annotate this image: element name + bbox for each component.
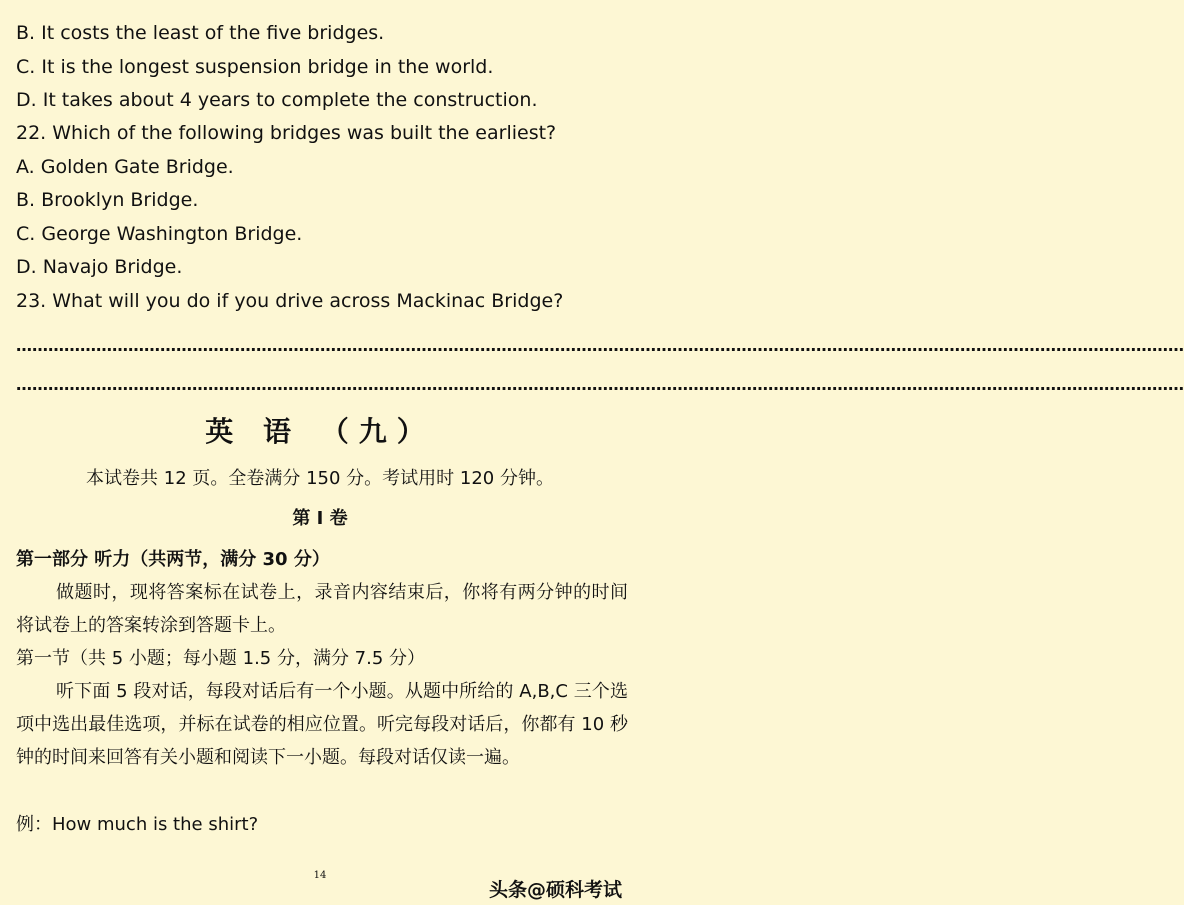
q22-option-c: C. George Washington Bridge. xyxy=(16,223,303,245)
q22-option-d: D. Navajo Bridge. xyxy=(16,256,183,278)
example-line: 例：How much is the shirt? xyxy=(16,814,259,835)
watermark: 头条@硕科考试 xyxy=(488,879,622,901)
subsection-instruction: 听下面 5 段对话，每段对话后有一个小题。从题中所给的 A,B,C 三个选项中选出最佳选项，并标在试卷的相应位置。听完每段对话后，你都有 10 秒钟的时间来回答有关小题和阅读下一小题。每段对话仅读一遍。 xyxy=(16,681,628,768)
volume-label: 第 I 卷 xyxy=(292,508,348,529)
answer-line-1: ………………………………………………………………………………………………………………………………………………………………………………………………… xyxy=(16,336,1184,355)
part-title: 第一部分 听力（共两节，满分 30 分） xyxy=(16,549,330,570)
subsection-title: 第一节（共 5 小题；每小题 1.5 分，满分 7.5 分） xyxy=(16,648,426,669)
line-option-d: D. It takes about 4 years to complete the construction. xyxy=(16,89,538,111)
q22-option-b: B. Brooklyn Bridge. xyxy=(16,189,199,211)
question-22: 22. Which of the following bridges was built the earliest? xyxy=(16,122,557,144)
question-23: 23. What will you do if you drive across Mackinac Bridge? xyxy=(16,290,564,312)
line-option-b: B. It costs the least of the five bridges. xyxy=(16,22,385,44)
answer-line-2: ………………………………………………………………………………………………………………………………………………………………………………………………… xyxy=(16,375,1184,394)
line-option-c: C. It is the longest suspension bridge in the world. xyxy=(16,56,494,78)
q22-option-a: A. Golden Gate Bridge. xyxy=(16,156,234,178)
page-number: 14 xyxy=(313,870,327,881)
exam-subtitle: 本试卷共 12 页。全卷满分 150 分。考试用时 120 分钟。 xyxy=(86,468,554,489)
exam-title: 英 语 （九） xyxy=(205,415,435,448)
instruction-paragraph: 做题时，现将答案标在试卷上，录音内容结束后，你将有两分钟的时间将试卷上的答案转涂到答题卡上。 xyxy=(16,582,628,636)
